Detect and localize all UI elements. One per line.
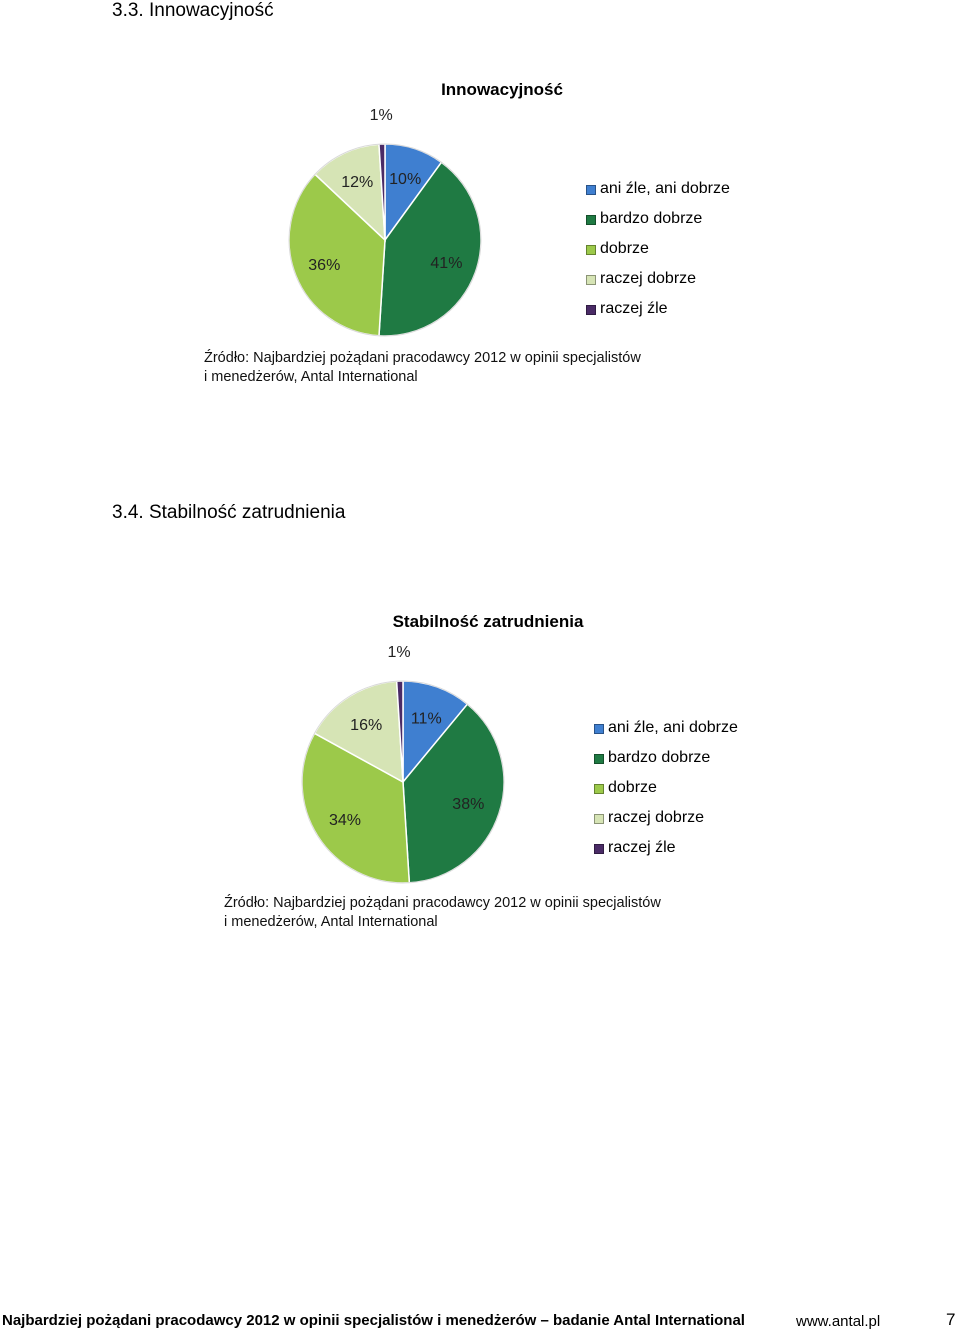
chart-legend: [594, 713, 738, 863]
page-number: 7: [946, 1310, 956, 1329]
source-line: i menedżerów, Antal International: [204, 369, 418, 385]
legend-label: raczej dobrze: [608, 809, 705, 826]
data-label-raczej-dobrze: 12%: [341, 173, 374, 191]
source-line: Źródło: Najbardziej pożądani pracodawcy 2012 w opinii specjalistów: [204, 350, 641, 366]
legend-label: dobrze: [600, 240, 649, 257]
footer-url-link[interactable]: www.antal.pl: [796, 1313, 881, 1330]
chart-stabilnosc: [216, 604, 836, 944]
legend-swatch: [594, 814, 604, 824]
legend-label: bardzo dobrze: [608, 749, 711, 766]
legend-label: bardzo dobrze: [600, 210, 703, 227]
footer-text: Najbardziej pożądani pracodawcy 2012 w opinii specjalistów i menedżerów – badanie Antal International: [2, 1312, 745, 1329]
legend-swatch: [594, 784, 604, 794]
legend-item: [594, 773, 738, 803]
chart-source: [204, 349, 641, 387]
chart-title: Stabilność zatrudnienia: [392, 612, 584, 631]
source-line: Źródło: Najbardziej pożądani pracodawcy 2012 w opinii specjalistów: [224, 895, 661, 911]
chart-legend: [586, 174, 730, 324]
legend-item: [586, 234, 730, 264]
chart-source: [224, 894, 661, 932]
legend-label: ani źle, ani dobrze: [608, 719, 738, 736]
data-label-bardzo-dobrze: 41%: [430, 255, 463, 273]
data-label-ani-zle-ani-dobrze: 10%: [389, 170, 422, 188]
legend-item: [586, 174, 730, 204]
legend-swatch: [586, 215, 596, 225]
data-label-raczej-dobrze: 16%: [350, 717, 383, 735]
legend-swatch: [586, 275, 596, 285]
legend-item: [586, 204, 730, 234]
pie-chart: [216, 604, 836, 884]
legend-item: [594, 713, 738, 743]
source-line: i menedżerów, Antal International: [224, 914, 438, 930]
data-label-raczej-zle: 1%: [387, 644, 411, 662]
data-label-dobrze: 34%: [328, 811, 362, 829]
legend-label: raczej dobrze: [600, 270, 697, 287]
footer-divider: [0, 1308, 960, 1309]
legend-label: ani źle, ani dobrze: [600, 180, 730, 197]
chart-innowacyjnosc: [196, 74, 816, 404]
legend-label: dobrze: [608, 779, 657, 796]
data-label-ani-zle-ani-dobrze: 11%: [410, 710, 442, 728]
legend-swatch: [586, 185, 596, 195]
section-heading-innowacyjnosc: 3.3. Innowacyjność: [112, 0, 274, 21]
section-heading-stabilnosc: 3.4. Stabilność zatrudnienia: [112, 502, 346, 523]
legend-item: [586, 294, 730, 324]
data-label-bardzo-dobrze: 38%: [452, 796, 485, 814]
page-footer: [0, 1308, 960, 1333]
chart-title: Innowacyjność: [441, 80, 563, 99]
legend-swatch: [594, 844, 604, 854]
data-label-dobrze: 36%: [308, 257, 341, 275]
legend-item: [594, 833, 738, 863]
legend-item: [594, 743, 738, 773]
data-label-raczej-zle: 1%: [369, 107, 393, 125]
legend-label: raczej źle: [600, 300, 668, 317]
legend-swatch: [594, 724, 604, 734]
legend-item: [594, 803, 738, 833]
legend-swatch: [586, 305, 596, 315]
legend-swatch: [594, 754, 604, 764]
legend-swatch: [586, 245, 596, 255]
legend-item: [586, 264, 730, 294]
legend-label: raczej źle: [608, 839, 676, 856]
